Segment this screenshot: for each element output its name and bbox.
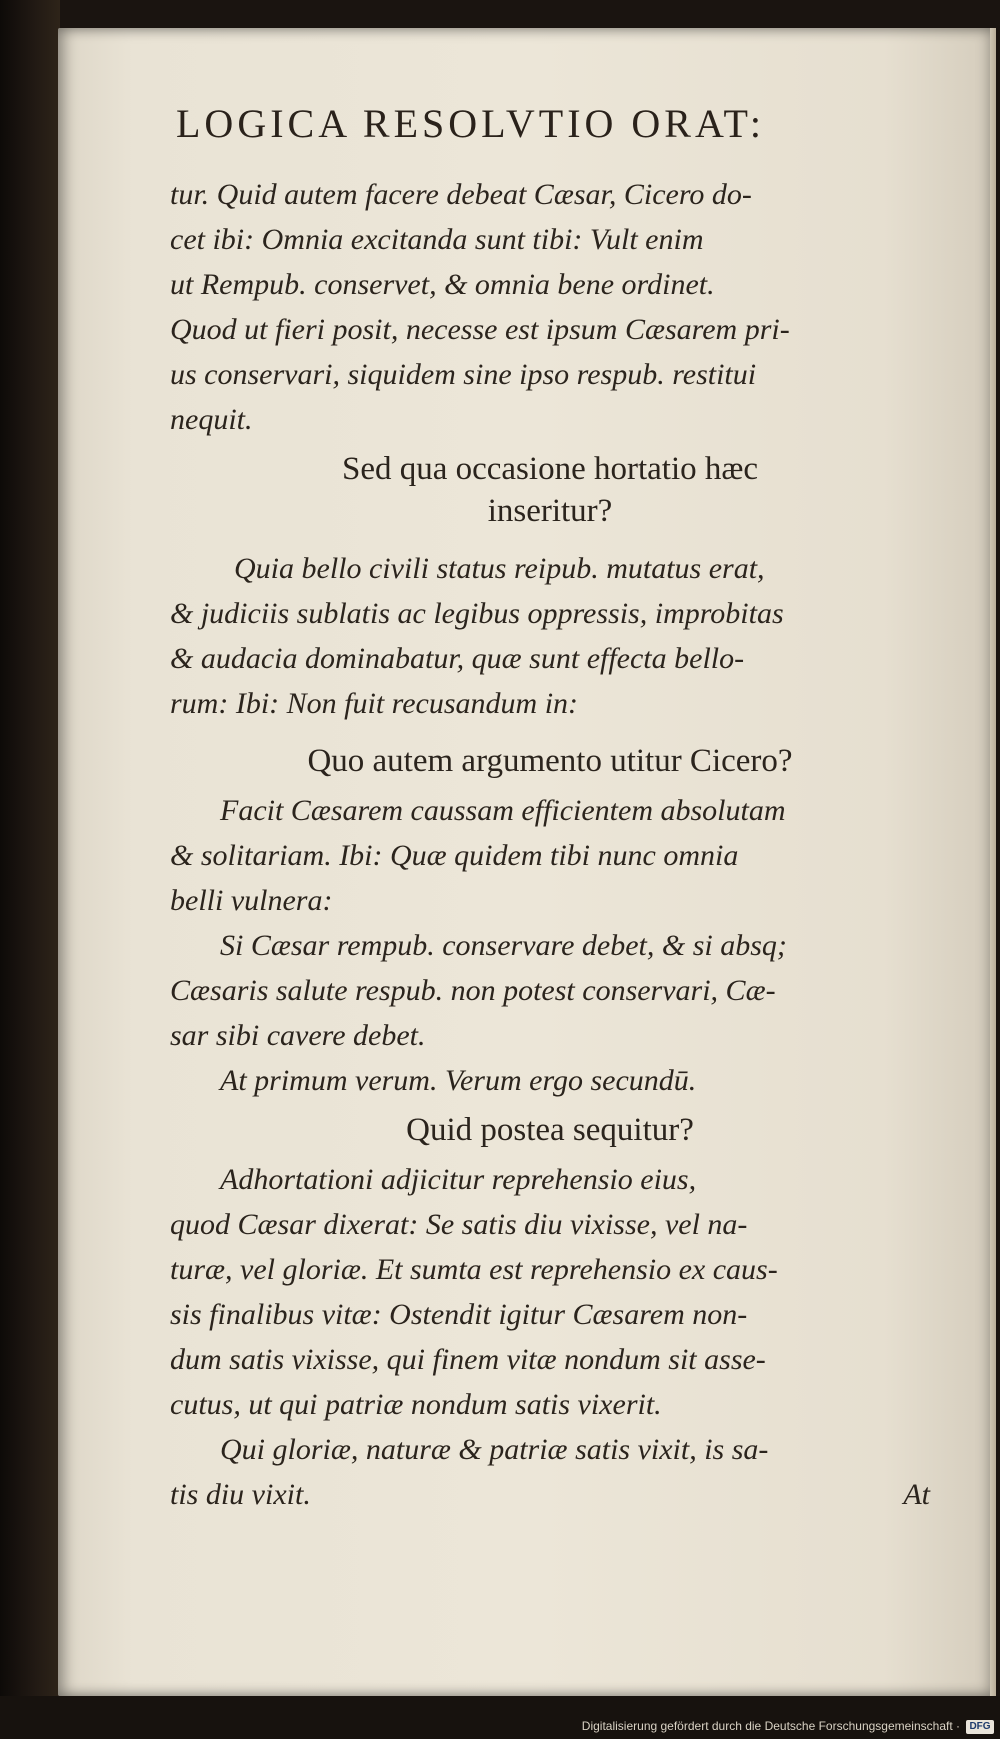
catchword: At	[903, 1478, 930, 1511]
text-line: quod Cæsar dixerat: Se satis diu vixisse, vel na-	[170, 1208, 748, 1241]
text-line: nequit.	[170, 403, 253, 436]
text-line: & audacia dominabatur, quæ sunt effecta bello-	[170, 642, 745, 675]
text-line: dum satis vixisse, qui finem vitæ nondum sit asse-	[170, 1343, 766, 1376]
section-heading: Quid postea sequitur?	[406, 1112, 694, 1148]
text-line: At primum verum. Verum ergo secundū.	[220, 1064, 697, 1097]
text-line: sar sibi cavere debet.	[170, 1019, 426, 1052]
section-heading: Sed qua occasione hortatio hæc	[341, 451, 759, 487]
text-line: & solitariam. Ibi: Quæ quidem tibi nunc omnia	[170, 839, 739, 872]
text-line: cet ibi: Omnia excitanda sunt tibi: Vult enim	[170, 223, 704, 256]
text-line: ut Rempub. conservet, & omnia bene ordinet.	[170, 268, 715, 301]
text-line: belli vulnera:	[170, 884, 333, 917]
running-head: LOGICA RESOLVTIO ORAT:	[176, 101, 765, 146]
text-line: sis finalibus vitæ: Ostendit igitur Cæsarem non-	[170, 1298, 748, 1331]
section-heading: inseritur?	[487, 493, 613, 529]
text-line-content: tis diu vixit.	[170, 1478, 311, 1511]
text-line: Facit Cæsarem caussam efficientem absolutam	[220, 794, 786, 827]
text-line: rum: Ibi: Non fuit recusandum in:	[170, 687, 579, 720]
text-line: turæ, vel gloriæ. Et sumta est reprehensio ex caus-	[170, 1253, 778, 1286]
book-gutter-shadow	[0, 0, 60, 1739]
text-line: & judiciis sublatis ac legibus oppressis, improbitas	[170, 597, 784, 630]
digitization-credit: Digitalisierung gefördert durch die Deutsche Forschungsgemeinschaft ·	[581, 1719, 960, 1733]
text-line: Si Cæsar rempub. conservare debet, & si absq;	[220, 929, 787, 962]
section-heading: Quo autem argumento utitur Cicero?	[307, 743, 793, 779]
page-edge	[990, 28, 996, 1696]
text-line	[170, 1472, 930, 1517]
text-line: Adhortationi adjicitur reprehensio eius,	[220, 1163, 697, 1196]
text-line: tur. Quid autem facere debeat Cæsar, Cicero do-	[170, 178, 752, 211]
text-line: Cæsaris salute respub. non potest conservari, Cæ-	[170, 974, 776, 1007]
text-line: Quia bello civili status reipub. mutatus erat,	[234, 552, 765, 585]
page-body	[170, 172, 930, 1517]
dfg-logo: DFG	[966, 1720, 994, 1734]
text-line: Qui gloriæ, naturæ & patriæ satis vixit, is sa-	[220, 1433, 769, 1466]
text-line: us conservari, siquidem sine ipso respub. restitui	[170, 358, 757, 391]
text-line: cutus, ut qui patriæ nondum satis vixerit.	[170, 1388, 662, 1421]
text-line: Quod ut fieri posit, necesse est ipsum Cæsarem pri-	[170, 313, 790, 346]
